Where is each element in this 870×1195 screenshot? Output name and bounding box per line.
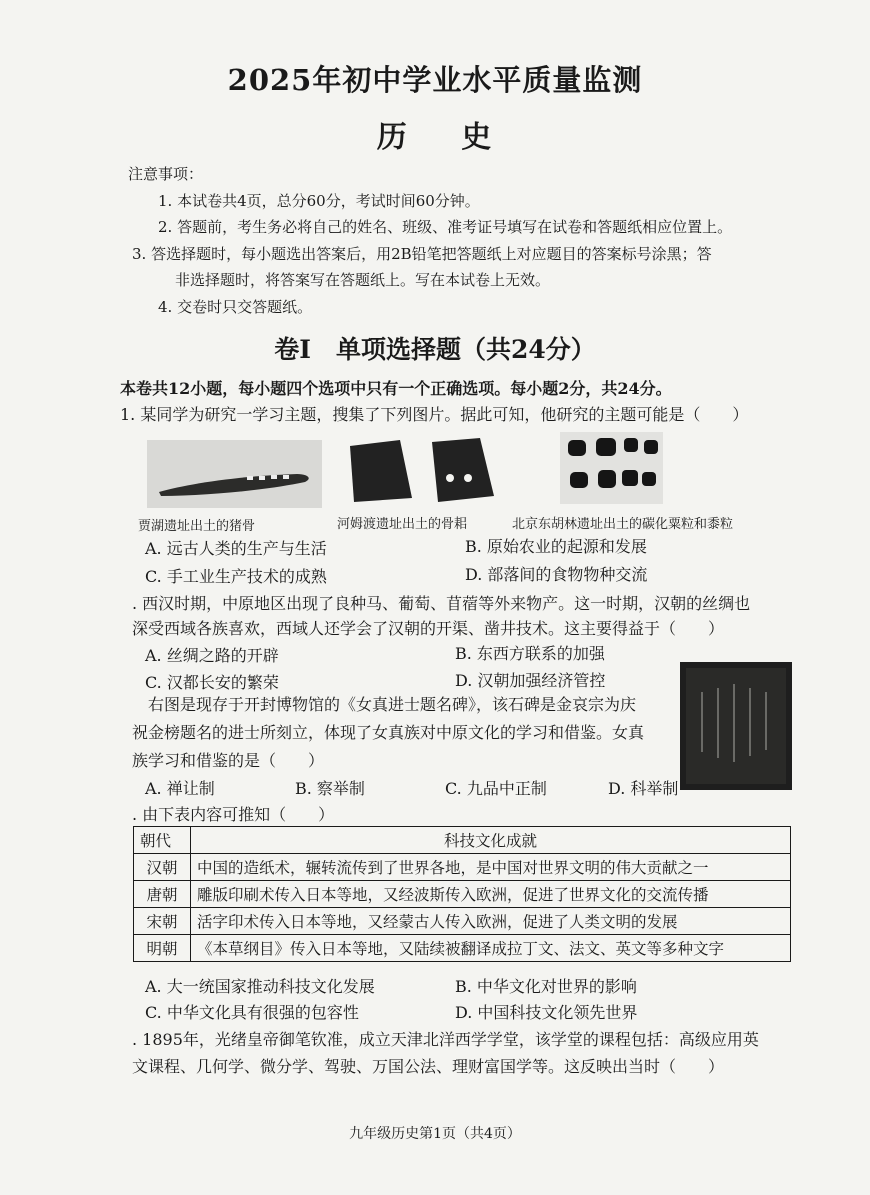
- table-cell-dynasty: 唐朝: [134, 881, 191, 908]
- q3-option-d: D. 科举制: [608, 779, 679, 798]
- table-cell-achievement: 活字印术传入日本等地，又经蒙古人传入欧洲，促进了人类文明的发展: [191, 908, 791, 935]
- question-3-line-2: 祝金榜题名的进士所刻立，体现了女真族对中原文化的学习和借鉴。女真: [132, 723, 645, 742]
- table-cell-dynasty: 汉朝: [134, 854, 191, 881]
- caption-pig-bone: 贾湖遗址出土的猪骨: [138, 519, 256, 534]
- section-title: 卷Ⅰ 单项选择题（共24分）: [274, 335, 596, 364]
- section-intro: 本卷共12小题，每小题四个选项中只有一个正确选项。每小题2分，共24分。: [120, 379, 672, 398]
- q3-option-b: B. 察举制: [295, 779, 365, 798]
- photo-stele: [680, 662, 792, 790]
- photo-pig-bone: [147, 440, 322, 508]
- table-row: [134, 881, 791, 908]
- q2-option-b: B. 东西方联系的加强: [455, 644, 605, 663]
- question-2-line-1: . 西汉时期，中原地区出现了良种马、葡萄、苜蓿等外来物产。这一时期，汉朝的丝绸也: [132, 594, 751, 613]
- caption-grains: 北京东胡林遗址出土的碳化粟粒和黍粒: [512, 517, 734, 532]
- question-3-line-3: 族学习和借鉴的是（ ）: [132, 751, 325, 770]
- table-row: [134, 854, 791, 881]
- note-item-2: 2. 答题前，考生务必将自己的姓名、班级、准考证号填写在试卷和答题纸相应位置上。: [158, 218, 733, 236]
- table-header-achievement: 科技文化成就: [191, 827, 791, 854]
- q4-option-a: A. 大一统国家推动科技文化发展: [145, 977, 375, 996]
- q1-option-d: D. 部落间的食物物种交流: [465, 565, 648, 584]
- table-cell-dynasty: 明朝: [134, 935, 191, 962]
- note-item-1: 1. 本试卷共4页，总分60分，考试时间60分钟。: [158, 192, 480, 210]
- notes-heading: 注意事项：: [128, 165, 204, 183]
- note-item-4: 4. 交卷时只交答题纸。: [158, 298, 313, 316]
- photo-bone-spade: [340, 436, 505, 508]
- question-3-line-1: 右图是现存于开封博物馆的《女真进士题名碑》，该石碑是金哀宗为庆: [148, 695, 637, 714]
- stele-image: [680, 662, 792, 790]
- q3-option-c: C. 九品中正制: [445, 779, 547, 798]
- caption-bone-spade: 河姆渡遗址出土的骨耜: [337, 517, 468, 532]
- question-5-line-1: . 1895年，光绪皇帝御笔钦准，成立天津北洋西学学堂，该学堂的课程包括：高级应用英: [132, 1030, 759, 1049]
- q1-option-c: C. 手工业生产技术的成熟: [145, 567, 327, 586]
- table-cell-achievement: 中国的造纸术，辗转流传到了世界各地，是中国对世界文明的伟大贡献之一: [191, 854, 791, 881]
- q3-option-a: A. 禅让制: [145, 779, 215, 798]
- question-4-stem: . 由下表内容可推知（ ）: [132, 805, 335, 824]
- table-cell-achievement: 雕版印刷术传入日本等地，又经波斯传入欧洲，促进了世界文化的交流传播: [191, 881, 791, 908]
- pig-bone-image: [147, 440, 322, 508]
- table-row: [134, 908, 791, 935]
- table-row: [134, 935, 791, 962]
- subject-title: 历 史: [376, 120, 514, 155]
- table-cell-dynasty: 宋朝: [134, 908, 191, 935]
- table-header-row: [134, 827, 791, 854]
- q2-option-c: C. 汉都长安的繁荣: [145, 673, 279, 692]
- q4-option-c: C. 中华文化具有很强的包容性: [145, 1003, 359, 1022]
- photo-carbonized-grains: [560, 432, 663, 504]
- note-item-3-cont: 非选择题时，将答案写在答题纸上。写在本试卷上无效。: [175, 271, 551, 289]
- exam-title: 2025年初中学业水平质量监测: [227, 63, 643, 97]
- q1-option-a: A. 远古人类的生产与生活: [145, 539, 327, 558]
- q4-option-d: D. 中国科技文化领先世界: [455, 1003, 638, 1022]
- note-item-3: 3. 答选择题时，每小题选出答案后，用2B铅笔把答题纸上对应题目的答案标号涂黑；答: [132, 245, 712, 263]
- bone-spade-image: [340, 436, 505, 508]
- table-header-dynasty: 朝代: [134, 827, 191, 854]
- page-footer: 九年级历史第1页（共4页）: [349, 1126, 521, 1142]
- question-5-line-2: 文课程、几何学、微分学、驾驶、万国公法、理财富国学等。这反映出当时（ ）: [132, 1057, 725, 1076]
- question-2-line-2: 深受西域各族喜欢，西域人还学会了汉朝的开渠、凿井技术。这主要得益于（ ）: [132, 619, 725, 638]
- grains-image: [560, 432, 663, 504]
- q4-option-b: B. 中华文化对世界的影响: [455, 977, 637, 996]
- tech-achievements-table: [133, 826, 791, 962]
- q2-option-d: D. 汉朝加强经济管控: [455, 671, 606, 690]
- q2-option-a: A. 丝绸之路的开辟: [145, 646, 279, 665]
- question-1-stem: 1. 某同学为研究一学习主题，搜集了下列图片。据此可知，他研究的主题可能是（ ）: [120, 405, 749, 424]
- table-cell-achievement: 《本草纲目》传入日本等地，又陆续被翻译成拉丁文、法文、英文等多种文字: [191, 935, 791, 962]
- q1-option-b: B. 原始农业的起源和发展: [465, 537, 647, 556]
